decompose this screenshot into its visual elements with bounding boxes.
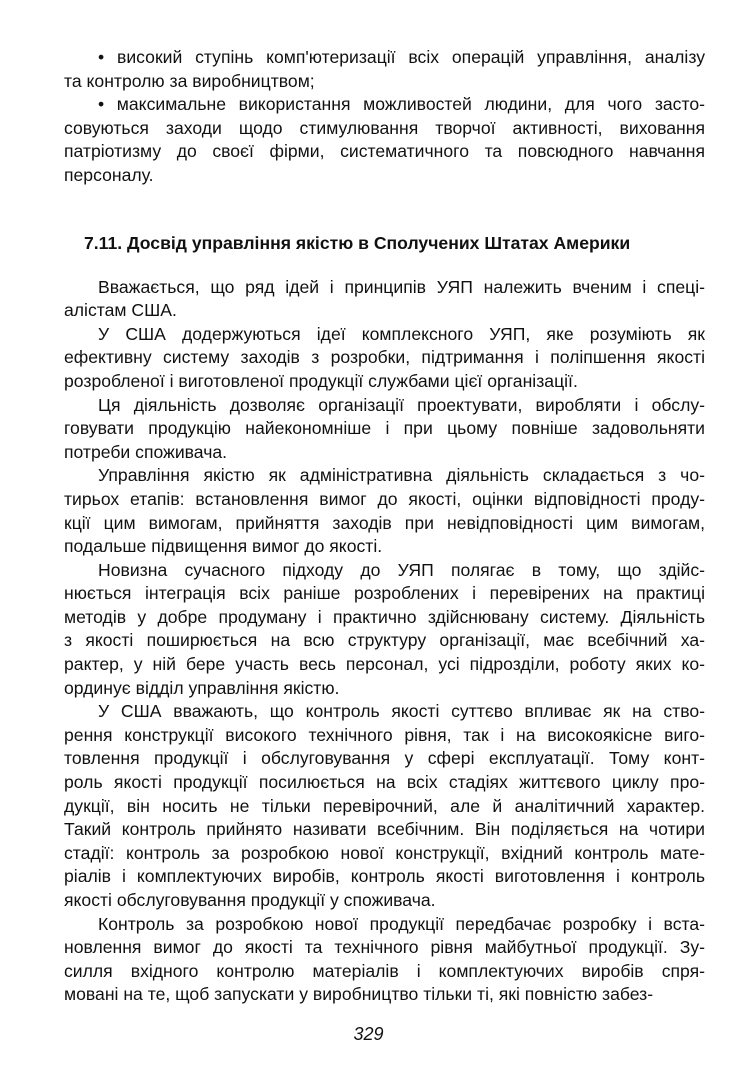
paragraph (64, 913, 705, 1007)
text-line: та контролю за виробництвом; (64, 70, 315, 91)
paragraph (64, 394, 705, 465)
paragraph (64, 323, 705, 394)
text-line: силля вхідного контролю матеріалів і комплектуючих виробів спря- (64, 960, 705, 981)
paragraph (64, 559, 705, 701)
text-line: • максимальне використання можливостей людини, для чого засто- (98, 94, 705, 115)
text-line: Такий контроль прийнято називати всебічним. Він поділяється на чотири (64, 819, 705, 840)
paragraph (64, 700, 705, 912)
paragraph (64, 276, 705, 323)
text-line: новлення вимог до якості та технічного рівня майбутньої продукції. Зу- (64, 937, 705, 958)
text-line: рактер, у ній бере участь весь персонал, усі підрозділи, роботу яких ко- (64, 654, 705, 675)
bullet-item (64, 46, 705, 93)
text-line: патріотизму до своєї фірми, систематичного та повсюдного навчання (64, 141, 705, 162)
text-line: подальше підвищення вимог до якості. (64, 536, 383, 557)
text-line: дукції, він носить не тільки перевірочний, але й аналітичний характер. (64, 795, 705, 816)
section-heading: 7.11. Досвід управління якістю в Сполучених Штатах Америки (84, 232, 631, 253)
text-line: кції цим вимогам, прийняття заходів при невідповідності цим вимогам, (64, 512, 705, 533)
paragraph (64, 464, 705, 558)
text-line: нюється інтеграція всіх раніше розроблених і перевірених на практиці (64, 583, 705, 604)
text-line: стадії: контроль за розробкою нової конструкції, вхідний контроль мате- (64, 842, 705, 863)
text-line: розробленої і виготовленої продукції службами цієї організації. (64, 370, 578, 391)
text-line: говувати продукцію найекономніше і при цьому повніше задовольняти (64, 418, 705, 439)
text-line: Управління якістю як адміністративна діяльність складається з чо- (98, 465, 705, 486)
bullet-list (64, 46, 705, 188)
text-line: ріалів і комплектуючих виробів, контроль якості виготовлення і контроль (64, 866, 705, 887)
text-line: товлення продукції і обслуговування у сфері експлуатації. Тому конт- (64, 748, 705, 769)
body-text (64, 276, 705, 1007)
page-number: 329 (353, 1024, 384, 1044)
text-line: ефективну систему заходів з розробки, підтримання і поліпшення якості (64, 347, 705, 368)
text-line: рення конструкції високого технічного рівня, так і на високоякісне виго- (64, 724, 705, 745)
bullet-item (64, 93, 705, 187)
text-line: совуються заходи щодо стимулювання творчої активності, виховання (64, 117, 705, 138)
text-line: ординує відділ управління якістю. (64, 677, 340, 698)
text-line: персоналу. (64, 164, 154, 185)
text-line: потреби споживача. (64, 441, 228, 462)
text-line: • високий ступінь комп'ютеризації всіх операцій управління, аналізу (98, 47, 705, 67)
text-line: мовані на те, щоб запускати у виробництво тільки ті, які повністю забез- (64, 984, 654, 1005)
text-line: алістам США. (64, 300, 177, 321)
text-line: методів у добре продуману і практично здійснювану систему. Діяльність (64, 606, 705, 627)
text-line: тирьох етапів: встановлення вимог до якості, оцінки відповідності проду- (64, 488, 705, 509)
text-line: У США додержуються ідеї комплексного УЯП, яке розуміють як (98, 323, 705, 344)
text-line: Вважається, що ряд ідей і принципів УЯП належить вченим і спеці- (98, 276, 705, 297)
text-line: якості обслуговування продукції у споживача. (64, 890, 436, 910)
text-line: У США вважають, що контроль якості суттєво впливає як на ство- (98, 701, 705, 722)
text-line: з якості поширюється на всю структуру організації, має всебічний ха- (64, 630, 705, 651)
text-line: Новизна сучасного підходу до УЯП полягає в тому, що здійс- (98, 559, 705, 580)
text-line: Контроль за розробкою нової продукції передбачає розробку і вста- (98, 913, 705, 934)
text-line: роль якості продукції посилюється на всіх стадіях життєвого циклу про- (64, 772, 705, 793)
text-line: Ця діяльність дозволяє організації проектувати, виробляти і обслу- (98, 394, 705, 415)
